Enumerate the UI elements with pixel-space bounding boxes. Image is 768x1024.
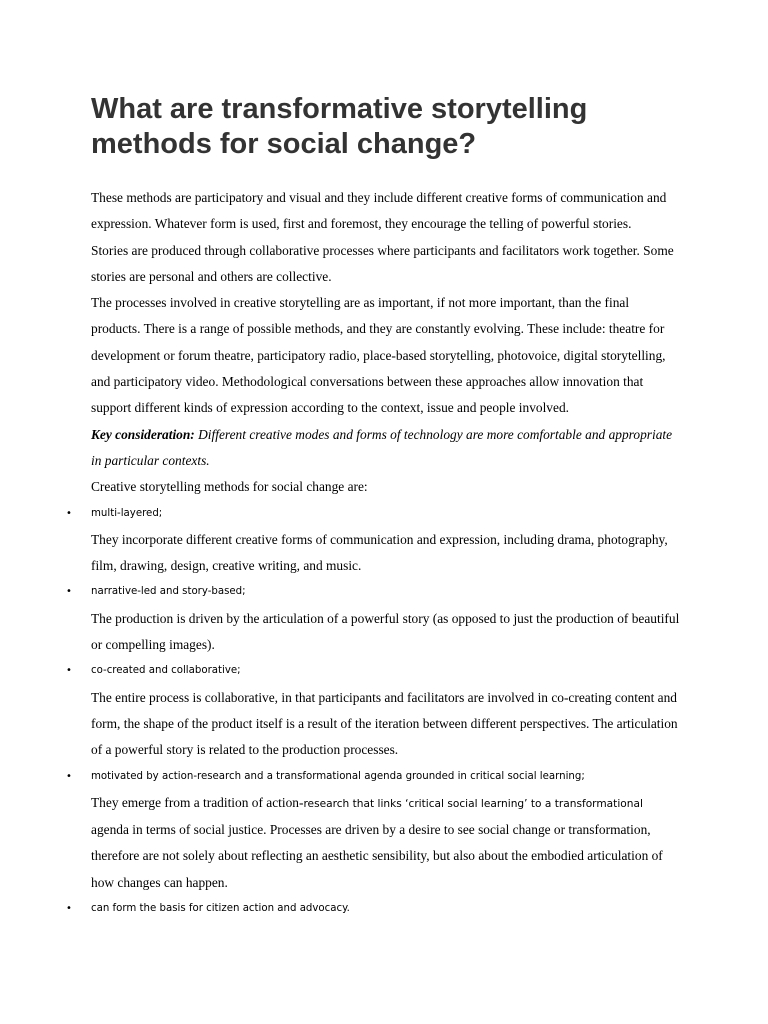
- list-item: [66, 579, 681, 605]
- paragraph-stories-produced: Stories are produced through collaborative processes where participants and facilitators work together. Some stories are personal and others are collective.: [91, 242, 674, 284]
- list-item-description: They incorporate different creative forms of communication and expression, including drama, photography, film, drawing, design, creative writing, and music.: [91, 531, 668, 574]
- list-item-description: The entire process is collaborative, in that participants and facilitators are involved in co-creating content and form, the shape of the product itself is a result of the iteration between different perspectives. The articulation of a powerful story is related to the production processes.: [91, 689, 678, 758]
- list-item-heading: multi-layered;: [91, 507, 163, 519]
- key-consideration-text: Different creative modes and forms of technology are more comfortable and appropriate in particular contexts.: [91, 426, 673, 468]
- document-body: [66, 185, 681, 922]
- bullet-icon: •: [66, 665, 72, 677]
- list-intro: Creative storytelling methods for social change are:: [91, 479, 368, 495]
- key-consideration-label: Key consideration:: [91, 426, 195, 442]
- list-item-heading: motivated by action-research and a transformational agenda grounded in critical social learning;: [91, 770, 585, 782]
- description-part: They emerge from a tradition of action-: [91, 794, 304, 810]
- description-part: agenda in terms of social justice. Processes are driven by a desire to see social change or transformation, therefore are not solely about reflecting an aesthetic sensibility, but also about the embodied articulation of how changes can happen.: [91, 822, 663, 890]
- key-consideration: [91, 422, 681, 475]
- bullet-icon: •: [66, 507, 72, 519]
- list-item-heading: co-created and collaborative;: [91, 665, 241, 677]
- bullet-icon: •: [66, 770, 72, 782]
- page-title: What are transformative storytelling methods for social change?: [91, 93, 588, 160]
- paragraph-processes: The processes involved in creative storytelling are as important, if not more important, than the final products. There is a range of possible methods, and they are constantly evolving. These include: theatre for development or forum theatre, participatory radio, place-based storytelling, photovoice, digital storytelling, and participatory video. Methodological conversations between these approaches allow innovation that support different kinds of expression according to the context, issue and people involved.: [91, 295, 666, 416]
- paragraph-intro-methods: These methods are participatory and visual and they include different creative forms of communication and expression. Whatever form is used, first and foremost, they encourage the telling of powerful stories.: [91, 190, 667, 232]
- description-part-sans: research that links ‘critical social learning’ to a transformational: [303, 797, 643, 810]
- list-item: [66, 764, 681, 790]
- list-item-heading: can form the basis for citizen action and advocacy.: [91, 903, 350, 915]
- list-item-description: The production is driven by the articulation of a powerful story (as opposed to just the production of beautiful or compelling images).: [91, 610, 680, 653]
- bullet-icon: •: [66, 586, 72, 598]
- bullet-icon: •: [66, 903, 72, 915]
- list-item: [66, 501, 681, 527]
- list-item: [66, 658, 681, 684]
- list-item: [66, 896, 681, 922]
- list-item-description: [91, 790, 681, 896]
- list-item-heading: narrative-led and story-based;: [91, 586, 246, 598]
